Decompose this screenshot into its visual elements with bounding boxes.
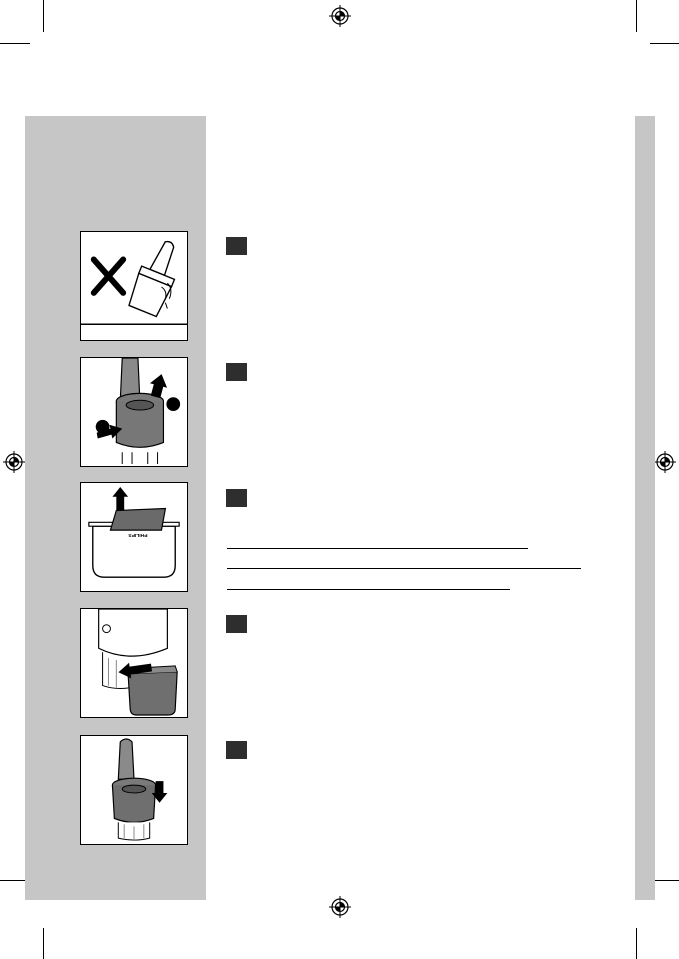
- registration-mark-icon: [3, 451, 25, 473]
- cross-icon: [94, 260, 123, 293]
- crop-mark: [636, 928, 637, 959]
- remove-seal-illustration: [80, 482, 188, 592]
- step-marker: [226, 363, 247, 381]
- text-underline: [227, 589, 510, 590]
- text-underline: [227, 548, 528, 549]
- text-underline: [227, 568, 581, 569]
- crop-mark: [636, 0, 637, 32]
- registration-mark-icon: [329, 5, 351, 27]
- arrow-up-icon: [112, 487, 128, 511]
- crop-mark: [43, 928, 44, 959]
- crop-mark: [43, 0, 44, 32]
- do-not-tilt-illustration: [80, 231, 188, 341]
- registration-mark-icon: [654, 451, 676, 473]
- press-release-buttons-illustration: [80, 357, 188, 467]
- registration-mark-icon: [329, 896, 351, 918]
- step-marker: [226, 615, 247, 633]
- brand-print: PHILIPS: [128, 532, 148, 538]
- step-marker: [226, 489, 247, 507]
- page-edge-tab: [635, 116, 655, 900]
- crop-mark: [650, 43, 679, 44]
- insert-cartridge-illustration: [80, 608, 188, 718]
- lock-cartridge-illustration: [80, 735, 188, 845]
- step-marker: [226, 741, 247, 759]
- crop-mark: [0, 43, 30, 44]
- step-marker: [226, 237, 247, 255]
